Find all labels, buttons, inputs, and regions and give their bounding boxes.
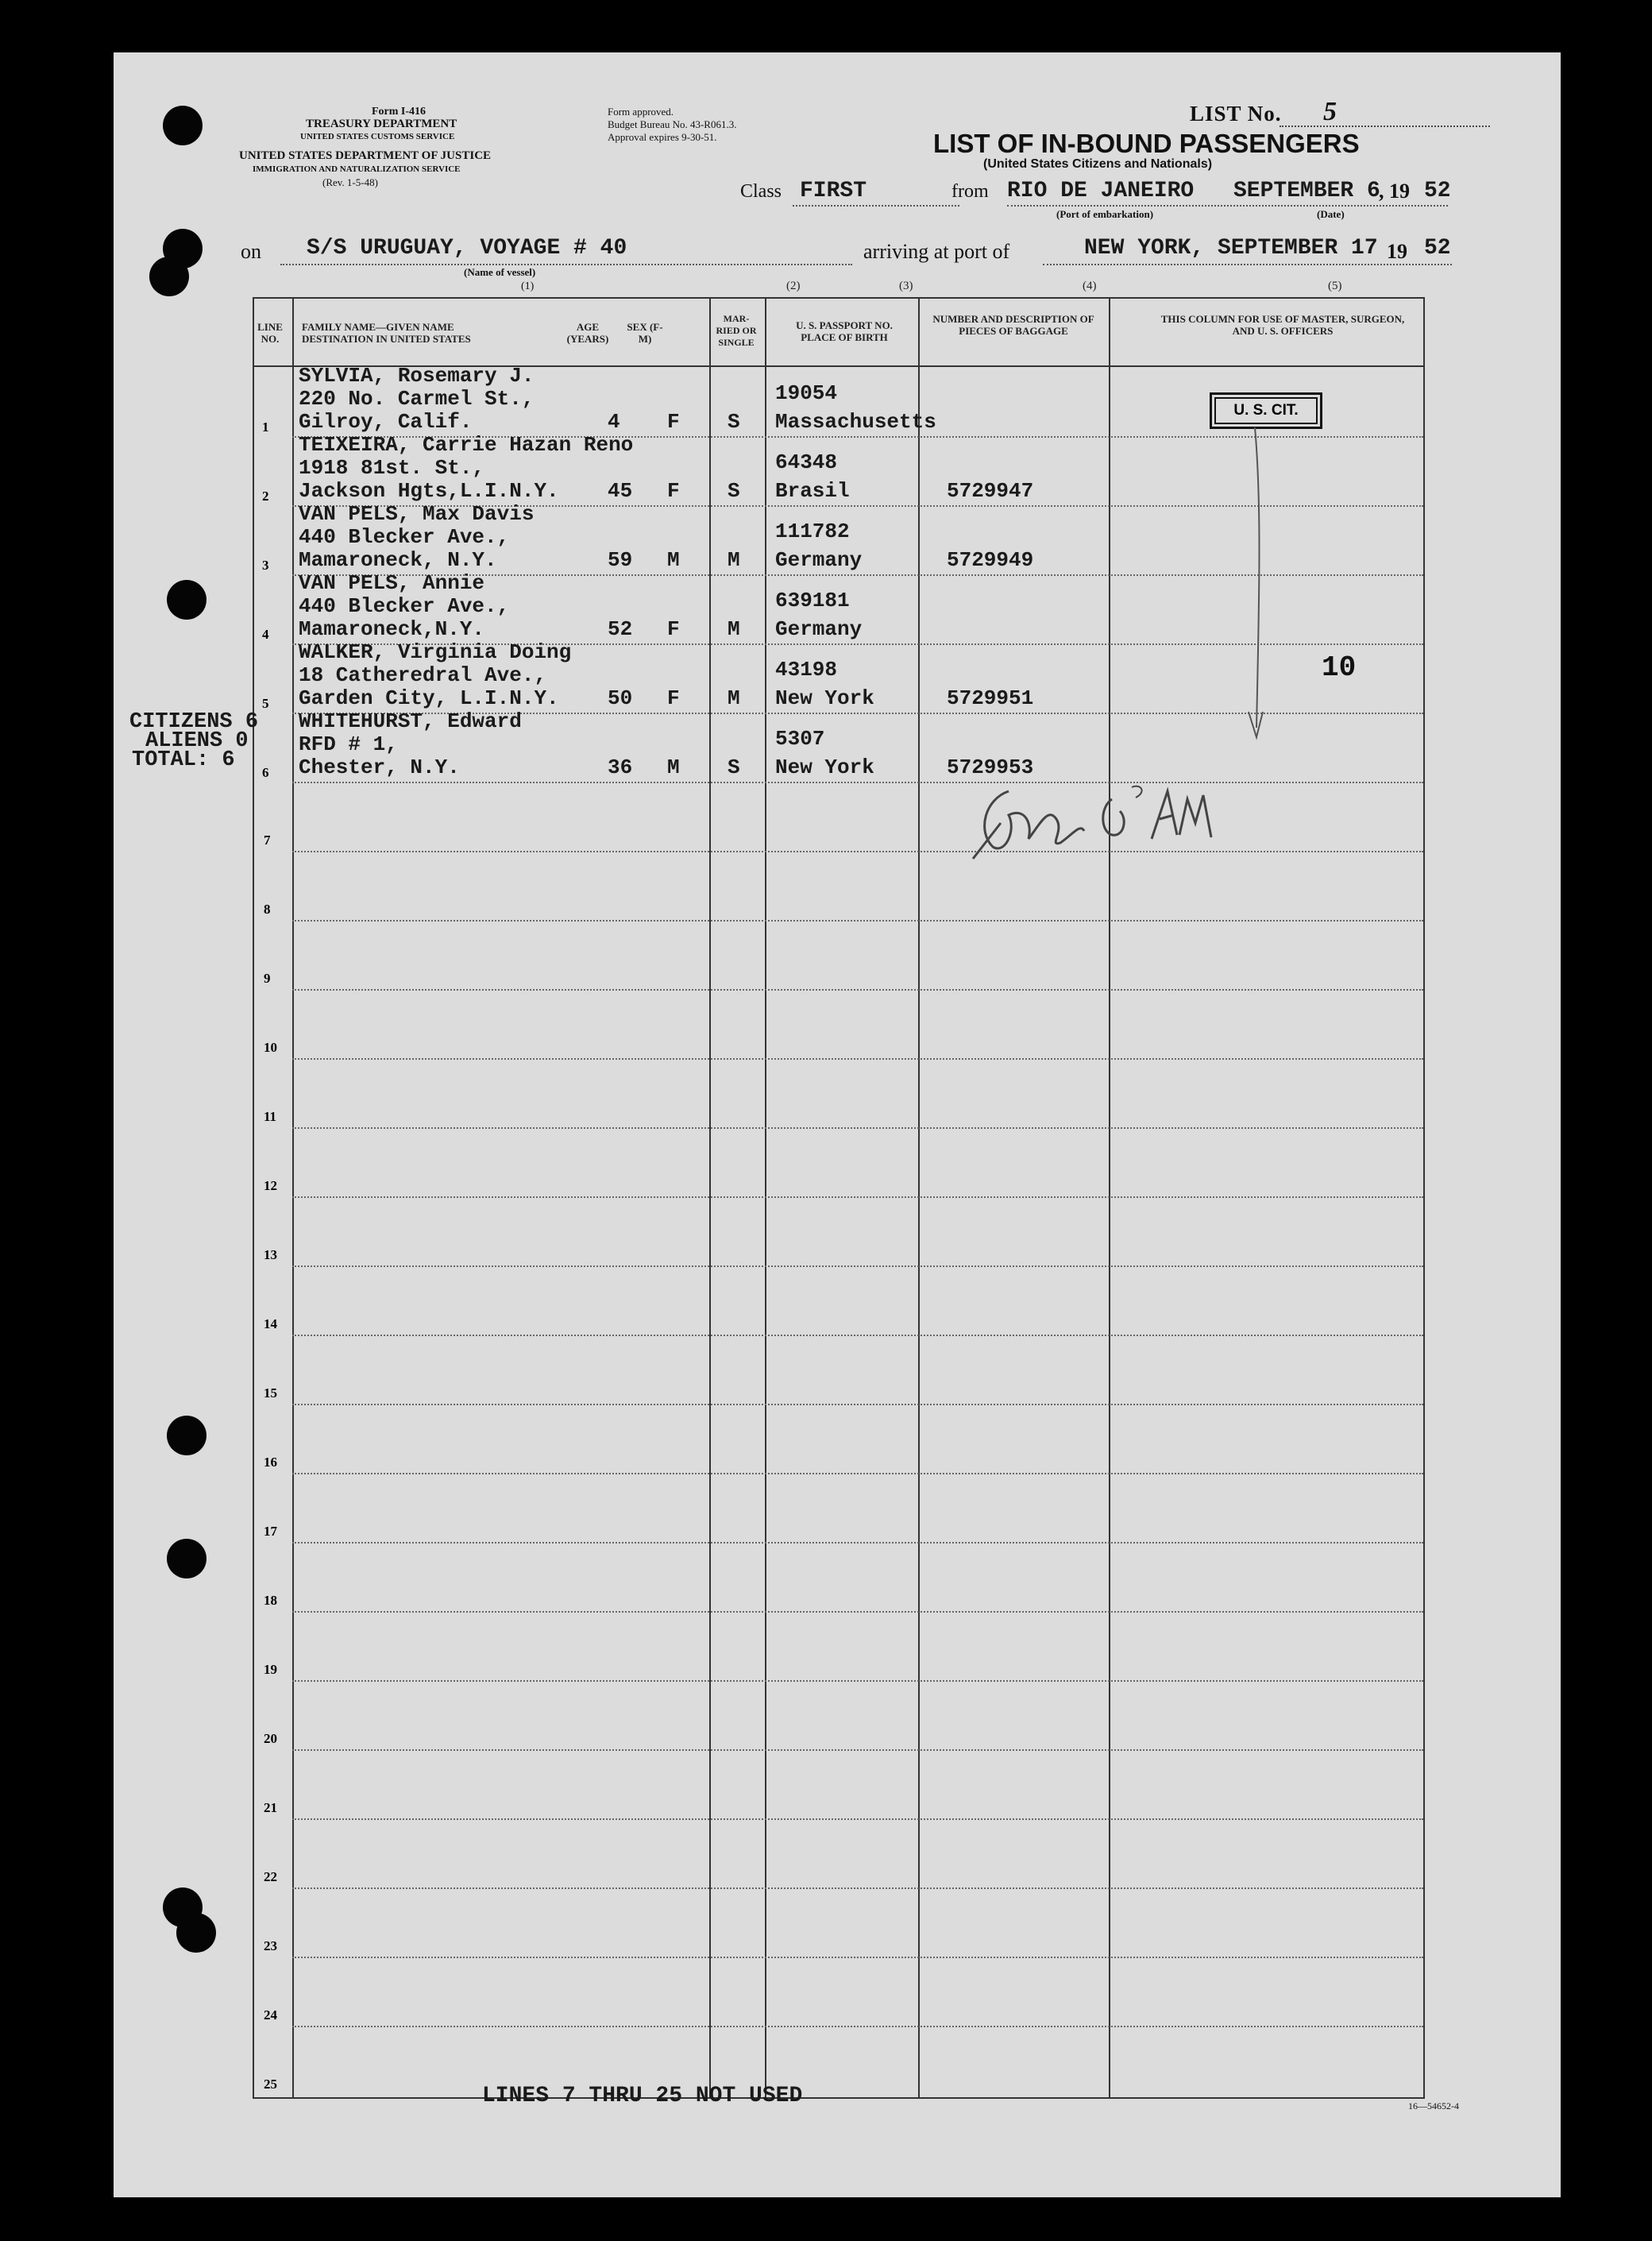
- col-num-2: (2): [786, 280, 801, 292]
- col-name-header: FAMILY NAME—GIVEN NAME DESTINATION IN UNITED STATES: [302, 321, 471, 345]
- approval-line-1: Form approved.: [608, 106, 674, 118]
- place-of-birth: Brasil: [775, 479, 850, 503]
- passenger-address-1: 440 Blecker Ave.,: [299, 525, 510, 549]
- passenger-age: 59: [608, 548, 633, 572]
- vessel-caption: (Name of vessel): [464, 266, 536, 278]
- line-number: 14: [264, 1316, 277, 1331]
- grand-total: TOTAL: 6: [132, 748, 235, 772]
- col-passport-header: U. S. PASSPORT NO. PLACE OF BIRTH: [796, 319, 893, 343]
- line-number: 24: [264, 2007, 277, 2023]
- passenger-name: VAN PELS, Max Davis: [299, 502, 535, 526]
- passport-number: 43198: [775, 658, 838, 682]
- approval-line-3: Approval expires 9-30-51.: [608, 131, 717, 143]
- line-number: 11: [264, 1109, 277, 1124]
- binder-hole: [176, 1913, 216, 1953]
- line-number: 1: [262, 419, 269, 435]
- passenger-sex: F: [667, 479, 680, 503]
- vessel-col-num: (1): [521, 280, 535, 292]
- line-number: 7: [264, 833, 271, 848]
- passenger-address-2: Garden City, L.I.N.Y.: [299, 686, 559, 710]
- line-number: 6: [262, 765, 269, 780]
- passenger-sex: M: [667, 548, 680, 572]
- passenger-address-2: Chester, N.Y.: [299, 755, 460, 779]
- on-label: on: [241, 240, 261, 263]
- line-number: 23: [264, 1938, 277, 1953]
- passenger-marital: S: [728, 755, 740, 779]
- line-number: 15: [264, 1385, 277, 1401]
- baggage-number: 5729947: [947, 479, 1034, 503]
- line-number: 20: [264, 1731, 277, 1746]
- baggage-number: 5729951: [947, 686, 1034, 710]
- line-number: 21: [264, 1800, 277, 1815]
- passenger-address-2: Gilroy, Calif.: [299, 410, 473, 434]
- col-sex-header: SEX (F-M): [627, 321, 663, 345]
- place-of-birth: Germany: [775, 548, 863, 572]
- passenger-sex: M: [667, 755, 680, 779]
- binder-hole: [167, 1416, 206, 1455]
- embark-caption: (Port of embarkation): [1056, 208, 1154, 220]
- manifest-page: [114, 52, 1561, 2197]
- row-rule: [292, 989, 1423, 991]
- page-title: LIST OF IN-BOUND PASSENGERS: [933, 129, 1360, 158]
- passenger-sex: F: [667, 410, 680, 434]
- revision-label: (Rev. 1-5-48): [322, 176, 378, 188]
- passenger-name: VAN PELS, Annie: [299, 571, 485, 595]
- passenger-age: 4: [608, 410, 620, 434]
- form-number: Form I-416: [372, 106, 427, 118]
- passenger-address-1: 440 Blecker Ave.,: [299, 594, 510, 618]
- passenger-marital: S: [728, 479, 740, 503]
- passport-number: 5307: [775, 727, 825, 751]
- row-rule: [292, 1680, 1423, 1682]
- line-number: 12: [264, 1178, 277, 1193]
- row-rule: [292, 851, 1423, 852]
- baggage-number: 5729949: [947, 548, 1034, 572]
- place-of-birth: Germany: [775, 617, 863, 641]
- year-2: 52: [1424, 236, 1451, 261]
- row-rule: [292, 1473, 1423, 1474]
- passenger-marital: M: [728, 548, 740, 572]
- passenger-address-1: 1918 81st. St.,: [299, 456, 485, 480]
- row-rule: [292, 1749, 1423, 1751]
- passenger-age: 52: [608, 617, 633, 641]
- list-no-value: 5: [1323, 97, 1337, 126]
- binder-hole: [167, 1539, 206, 1578]
- passenger-marital: S: [728, 410, 740, 434]
- arrival-port-date: NEW YORK, SEPTEMBER 17: [1084, 236, 1378, 261]
- embark-port: RIO DE JANEIRO: [1007, 179, 1195, 203]
- stamp-text: U. S. CIT.: [1233, 402, 1299, 419]
- passenger-name: WHITEHURST, Edward: [299, 709, 522, 733]
- year-prefix-1: , 19: [1379, 180, 1410, 203]
- passenger-name: TEIXEIRA, Carrie Hazan Reno: [299, 433, 634, 457]
- col-age-header: AGE (YEARS): [566, 321, 609, 345]
- passenger-address-1: RFD # 1,: [299, 732, 398, 756]
- passenger-name: WALKER, Virginia Doing: [299, 640, 572, 664]
- row-rule: [292, 1127, 1423, 1129]
- passenger-sex: F: [667, 617, 680, 641]
- row-rule: [292, 1196, 1423, 1198]
- ins-label: IMMIGRATION AND NATURALIZATION SERVICE: [253, 164, 461, 174]
- customs-label: UNITED STATES CUSTOMS SERVICE: [300, 132, 455, 141]
- row-rule: [292, 1611, 1423, 1613]
- passenger-age: 36: [608, 755, 633, 779]
- passenger-name: SYLVIA, Rosemary J.: [299, 364, 535, 388]
- line-number: 25: [264, 2077, 277, 2092]
- place-of-birth: Massachusetts: [775, 410, 936, 434]
- passenger-age: 45: [608, 479, 633, 503]
- citizens-total: CITIZENS 6: [129, 710, 259, 734]
- passenger-address-1: 220 No. Carmel St.,: [299, 387, 535, 411]
- passenger-address-1: 18 Catheredral Ave.,: [299, 663, 547, 687]
- passport-number: 111782: [775, 520, 850, 543]
- line-number: 16: [264, 1455, 277, 1470]
- officer-count: 10: [1322, 651, 1357, 684]
- passenger-age: 50: [608, 686, 633, 710]
- officer-signature: [969, 775, 1223, 871]
- col-line-header: LINE NO.: [257, 321, 283, 345]
- row-rule: [292, 1058, 1423, 1060]
- col-num-4: (4): [1083, 280, 1097, 292]
- col-baggage-header: NUMBER AND DESCRIPTION OF PIECES OF BAGGAGE: [932, 313, 1094, 337]
- row-rule: [292, 1957, 1423, 1958]
- line-number: 17: [264, 1524, 277, 1539]
- passport-number: 19054: [775, 381, 838, 405]
- row-rule: [292, 1404, 1423, 1405]
- passenger-marital: M: [728, 686, 740, 710]
- row-rule: [292, 1335, 1423, 1336]
- from-label: from: [951, 181, 989, 202]
- class-label: Class: [740, 181, 782, 202]
- pencil-arrow: [1239, 426, 1271, 759]
- class-value: FIRST: [800, 179, 867, 203]
- row-rule: [292, 1265, 1423, 1267]
- line-number: 9: [264, 971, 271, 986]
- row-rule: [292, 2026, 1423, 2027]
- vessel-name: S/S URUGUAY, VOYAGE # 40: [307, 236, 627, 261]
- year-1: 52: [1424, 179, 1451, 203]
- passenger-address-2: Jackson Hgts,L.I.N.Y.: [299, 479, 559, 503]
- passenger-marital: M: [728, 617, 740, 641]
- place-of-birth: New York: [775, 686, 874, 710]
- passenger-address-2: Mamaroneck, N.Y.: [299, 548, 497, 572]
- col-married-header: MAR-RIED OR SINGLE: [716, 313, 757, 348]
- col-officers-header: THIS COLUMN FOR USE OF MASTER, SURGEON, AND U. S. OFFICERS: [1160, 313, 1405, 337]
- col-num-5: (5): [1328, 280, 1342, 292]
- binder-hole: [163, 106, 203, 145]
- line-number: 10: [264, 1040, 277, 1055]
- embark-date: SEPTEMBER 6: [1233, 179, 1380, 203]
- line-number: 22: [264, 1869, 277, 1884]
- line-number: 8: [264, 902, 271, 917]
- row-rule: [292, 782, 1423, 783]
- line-number: 2: [262, 489, 269, 504]
- passenger-table: [253, 297, 1425, 2099]
- row-rule: [292, 1542, 1423, 1544]
- justice-label: UNITED STATES DEPARTMENT OF JUSTICE: [239, 149, 492, 162]
- passport-number: 64348: [775, 450, 838, 474]
- line-number: 3: [262, 558, 269, 573]
- unused-lines-note: LINES 7 THRU 25 NOT USED: [482, 2084, 803, 2108]
- baggage-number: 5729953: [947, 755, 1034, 779]
- aliens-total: ALIENS 0: [145, 729, 249, 753]
- list-no-label: LIST No.: [1190, 102, 1282, 126]
- year-prefix-2: 19: [1387, 240, 1407, 263]
- line-number: 19: [264, 1662, 277, 1677]
- row-rule: [292, 1887, 1423, 1889]
- line-number: 18: [264, 1593, 277, 1608]
- treasury-label: TREASURY DEPARTMENT: [306, 118, 457, 130]
- form-code: 16—54652-4: [1408, 2100, 1459, 2112]
- page-subtitle: (United States Citizens and Nationals): [983, 157, 1213, 171]
- passenger-address-2: Mamaroneck,N.Y.: [299, 617, 485, 641]
- arriving-label: arriving at port of: [863, 240, 1010, 263]
- line-number: 4: [262, 627, 269, 642]
- passenger-sex: F: [667, 686, 680, 710]
- us-cit-stamp: [1210, 392, 1322, 429]
- binder-hole: [149, 257, 189, 296]
- line-number: 13: [264, 1247, 277, 1262]
- col-num-3: (3): [899, 280, 913, 292]
- binder-hole: [167, 580, 206, 620]
- approval-line-2: Budget Bureau No. 43-R061.3.: [608, 118, 737, 130]
- line-number: 5: [262, 696, 269, 711]
- row-rule: [292, 1818, 1423, 1820]
- place-of-birth: New York: [775, 755, 874, 779]
- date-caption: (Date): [1317, 208, 1345, 220]
- row-rule: [292, 920, 1423, 922]
- passport-number: 639181: [775, 589, 850, 612]
